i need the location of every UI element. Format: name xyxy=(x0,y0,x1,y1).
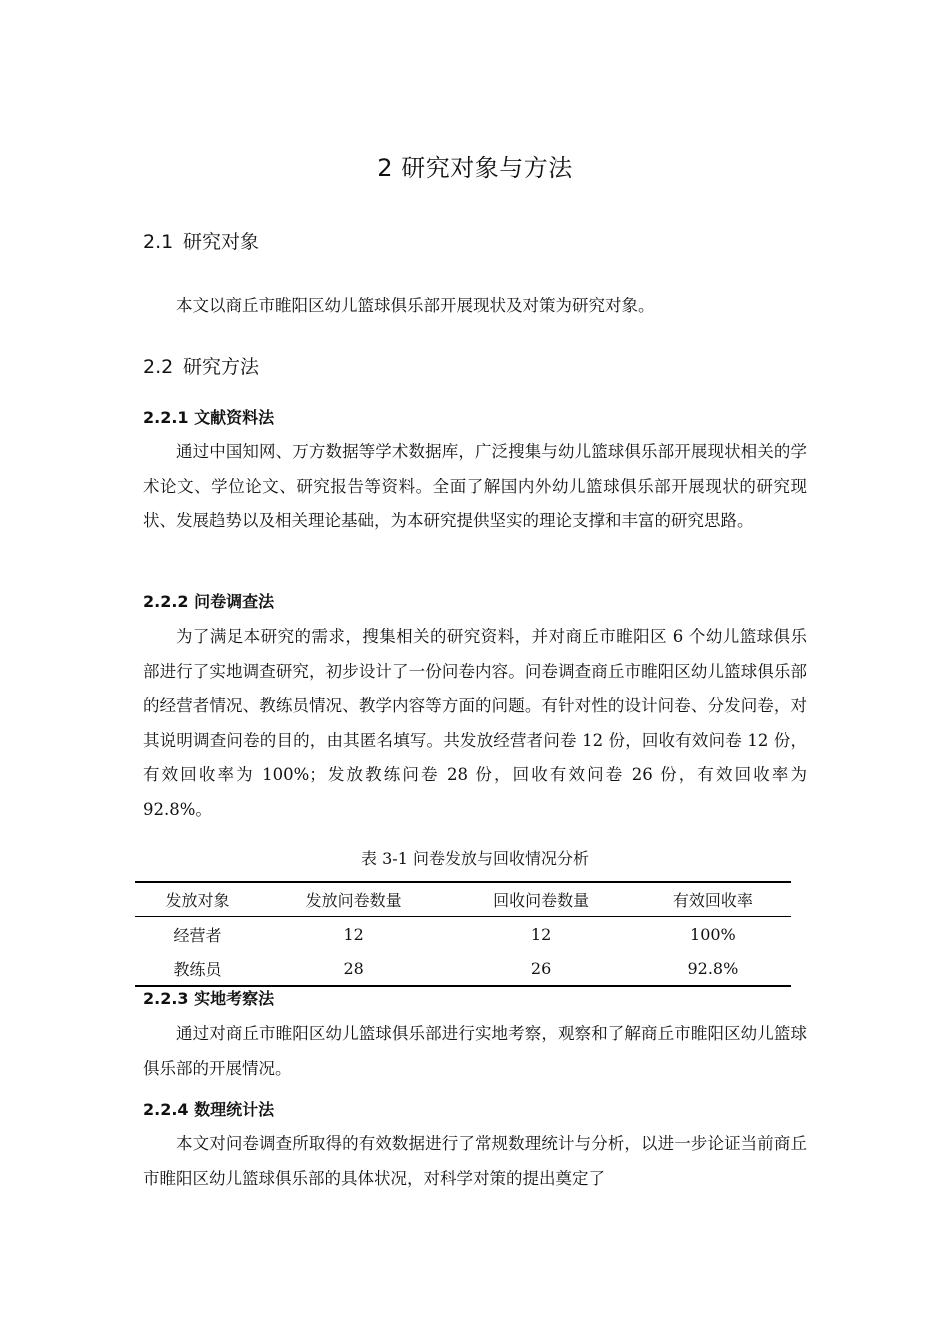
subsection-2-2-3-paragraph: 通过对商丘市睢阳区幼儿篮球俱乐部进行实地考察，观察和了解商丘市睢阳区幼儿篮球俱乐部的开展情况。 xyxy=(143,1024,807,1078)
section-2-1-paragraph: 本文以商丘市睢阳区幼儿篮球俱乐部开展现状及对策为研究对象。 xyxy=(176,296,655,315)
section-number: 2.1 xyxy=(143,231,174,253)
chapter-title: 2 研究对象与方法 xyxy=(377,154,573,182)
section-number: 2.2 xyxy=(143,356,174,378)
section-heading-2-1 xyxy=(143,228,259,256)
section-title: 研究方法 xyxy=(183,356,260,378)
table-caption: 表 3-1 问卷发放与回收情况分析 xyxy=(361,849,589,868)
table-cell: 100% xyxy=(690,925,736,944)
section-title: 研究对象 xyxy=(183,231,260,253)
subsection-heading-2-2-3: 2.2.3 实地考察法 xyxy=(143,989,275,1008)
table-header-cell: 发放对象 xyxy=(135,882,260,917)
table-header-cell: 回收问卷数量 xyxy=(447,882,634,917)
table-row xyxy=(135,917,791,953)
subsection-heading-2-2-4: 2.2.4 数理统计法 xyxy=(143,1100,275,1119)
table-cell: 26 xyxy=(530,959,552,978)
subsection-2-2-1-paragraph: 通过中国知网、万方数据等学术数据库，广泛搜集与幼儿篮球俱乐部开展现状相关的学术论文、学位论文、研究报告等资料。全面了解国内外幼儿篮球俱乐部开展现状的研究现状、发展趋势以及相关理论基础，为本研究提供坚实的理论支撑和丰富的研究思路。 xyxy=(143,442,807,530)
subsection-2-2-4-paragraph: 本文对问卷调查所取得的有效数据进行了常规数理统计与分析，以进一步论证当前商丘市睢阳区幼儿篮球俱乐部的具体状况，对科学对策的提出奠定了 xyxy=(143,1134,807,1188)
table-cell: 28 xyxy=(343,959,364,978)
table-cell: 教练员 xyxy=(173,960,222,979)
table-cell: 12 xyxy=(343,925,364,944)
subsection-2-2-2-paragraph: 为了满足本研究的需求，搜集相关的研究资料，并对商丘市睢阳区 6 个幼儿篮球俱乐部进行了实地调查研究，初步设计了一份问卷内容。问卷调查商丘市睢阳区幼儿篮球俱乐部的经营者情况、教练员情况、教学内容等方面的问题。有针对性的设计问卷、分发问卷，对其说明调查问卷的目的，由其匿名填写。共发放经营者问卷 12 份，回收有效问卷 12 份，有效回收率为 100%；发放教练问卷 28 份，回收有效问卷 26 份，有效回收率为 92.8%。 xyxy=(143,627,807,819)
table-header-cell: 有效回收率 xyxy=(635,882,791,917)
subsection-heading-2-2-2: 2.2.2 问卷调查法 xyxy=(143,592,275,611)
questionnaire-table xyxy=(135,881,791,987)
subsection-heading-2-2-1: 2.2.1 文献资料法 xyxy=(143,408,275,427)
table-header-row xyxy=(135,882,791,917)
table-cell: 12 xyxy=(530,925,552,944)
table-cell: 经营者 xyxy=(173,926,222,945)
section-heading-2-2 xyxy=(143,353,259,381)
table-row xyxy=(135,952,791,986)
table-cell: 92.8% xyxy=(687,959,739,978)
table-header-cell: 发放问卷数量 xyxy=(260,882,447,917)
